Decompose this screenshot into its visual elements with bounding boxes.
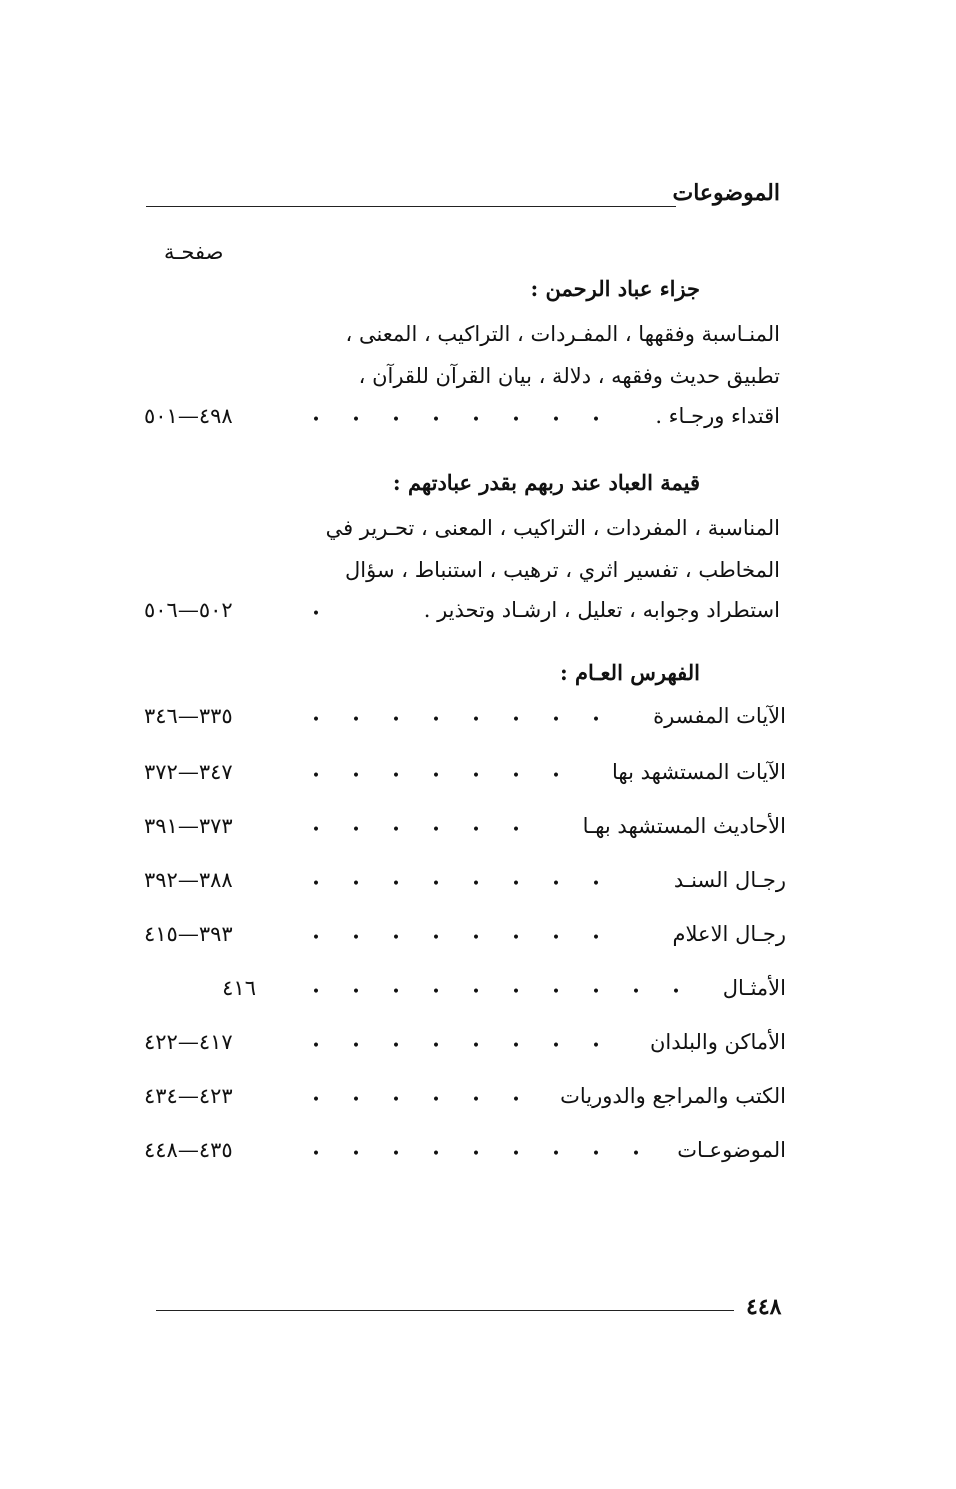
index-entry-pages: ٣٨٨—٣٩٢ <box>144 868 233 892</box>
section-heading-2: قيمة العباد عند ربهم بقدر عبادتهم : <box>392 470 700 495</box>
dot-leader: • • • • • • • • <box>311 712 601 728</box>
index-entry-label: الآيات المفسرة <box>653 704 786 728</box>
index-entry-pages: ٤١٦ <box>222 976 256 1000</box>
section-1-line-1: المنـاسبة وفقهها ، المفـردات ، التراكيب ، المعنى ، <box>345 322 780 346</box>
dot-leader: • • • • • • • • • <box>311 1146 641 1162</box>
index-entry-label: الأمثـال <box>722 976 786 1000</box>
section-1-line-3-text: اقتداء ورجـاء . <box>655 404 780 428</box>
index-entry-pages: ٣٧٣—٣٩١ <box>144 814 233 838</box>
dot-leader: • <box>311 606 321 622</box>
section-2-pages: ٥٠٢—٥٠٦ <box>144 598 233 622</box>
index-entry-label: الموضوعـات <box>677 1138 786 1162</box>
dot-leader: • • • • • • • • <box>311 1038 601 1054</box>
section-1-line-2: تطبيق حديث وفقهه ، دلالة ، بيان القرآن للقرآن ، <box>358 364 780 388</box>
page-header-title: الموضوعات <box>672 180 780 206</box>
index-entry-pages: ٤٣٥—٤٤٨ <box>144 1138 233 1162</box>
index-entry-label: الكتب والمراجع والدوريات <box>560 1084 786 1108</box>
index-entry-pages: ٣٤٧—٣٧٢ <box>144 760 233 784</box>
section-2-line-1: المناسبة ، المفردات ، التراكيب ، المعنى ، تحـرير في <box>325 516 780 540</box>
dot-leader: • • • • • • <box>311 1092 521 1108</box>
index-entry-pages: ٤٢٣—٤٣٤ <box>144 1084 233 1108</box>
index-entry-label: رجـال السنـد <box>673 868 786 892</box>
dot-leader: • • • • • • • • <box>311 412 601 428</box>
dot-leader: • • • • • • • • • • <box>311 984 681 1000</box>
header-rule <box>146 206 676 207</box>
section-1-pages: ٤٩٨—٥٠١ <box>144 404 233 428</box>
dot-leader: • • • • • • • • <box>311 930 601 946</box>
index-entry-pages: ٤١٧—٤٢٢ <box>144 1030 233 1054</box>
dot-leader: • • • • • • <box>311 822 521 838</box>
page-column-label: صفحـة <box>164 240 224 264</box>
dot-leader: • • • • • • • • <box>311 876 601 892</box>
index-entry-label: الآيات المستشهد بها <box>612 760 786 784</box>
dot-leader: • • • • • • • <box>311 768 561 784</box>
section-2-line-2: المخاطب ، تفسير اثري ، ترهيب ، استنباط ، سؤال <box>345 558 780 582</box>
section-2-line-3 <box>294 598 780 622</box>
index-entry-pages: ٣٣٥—٣٤٦ <box>144 704 233 728</box>
section-2-line-3-text: استطراد وجوابه ، تعليل ، ارشـاد وتحذير . <box>423 598 780 622</box>
page-number: ٤٤٨ <box>746 1294 782 1320</box>
section-heading-1: جزاء عباد الرحمن : <box>530 276 700 301</box>
index-entry-label: الأحاديث المستشهد بهـا <box>582 814 786 838</box>
index-entry-label: الأماكن والبلدان <box>649 1030 786 1054</box>
index-entry-label: رجـال الاعلام <box>672 922 786 946</box>
footer-rule <box>156 1310 734 1311</box>
general-index-heading: الفهرس العـام : <box>559 660 700 685</box>
index-entry-pages: ٣٩٣—٤١٥ <box>144 922 233 946</box>
